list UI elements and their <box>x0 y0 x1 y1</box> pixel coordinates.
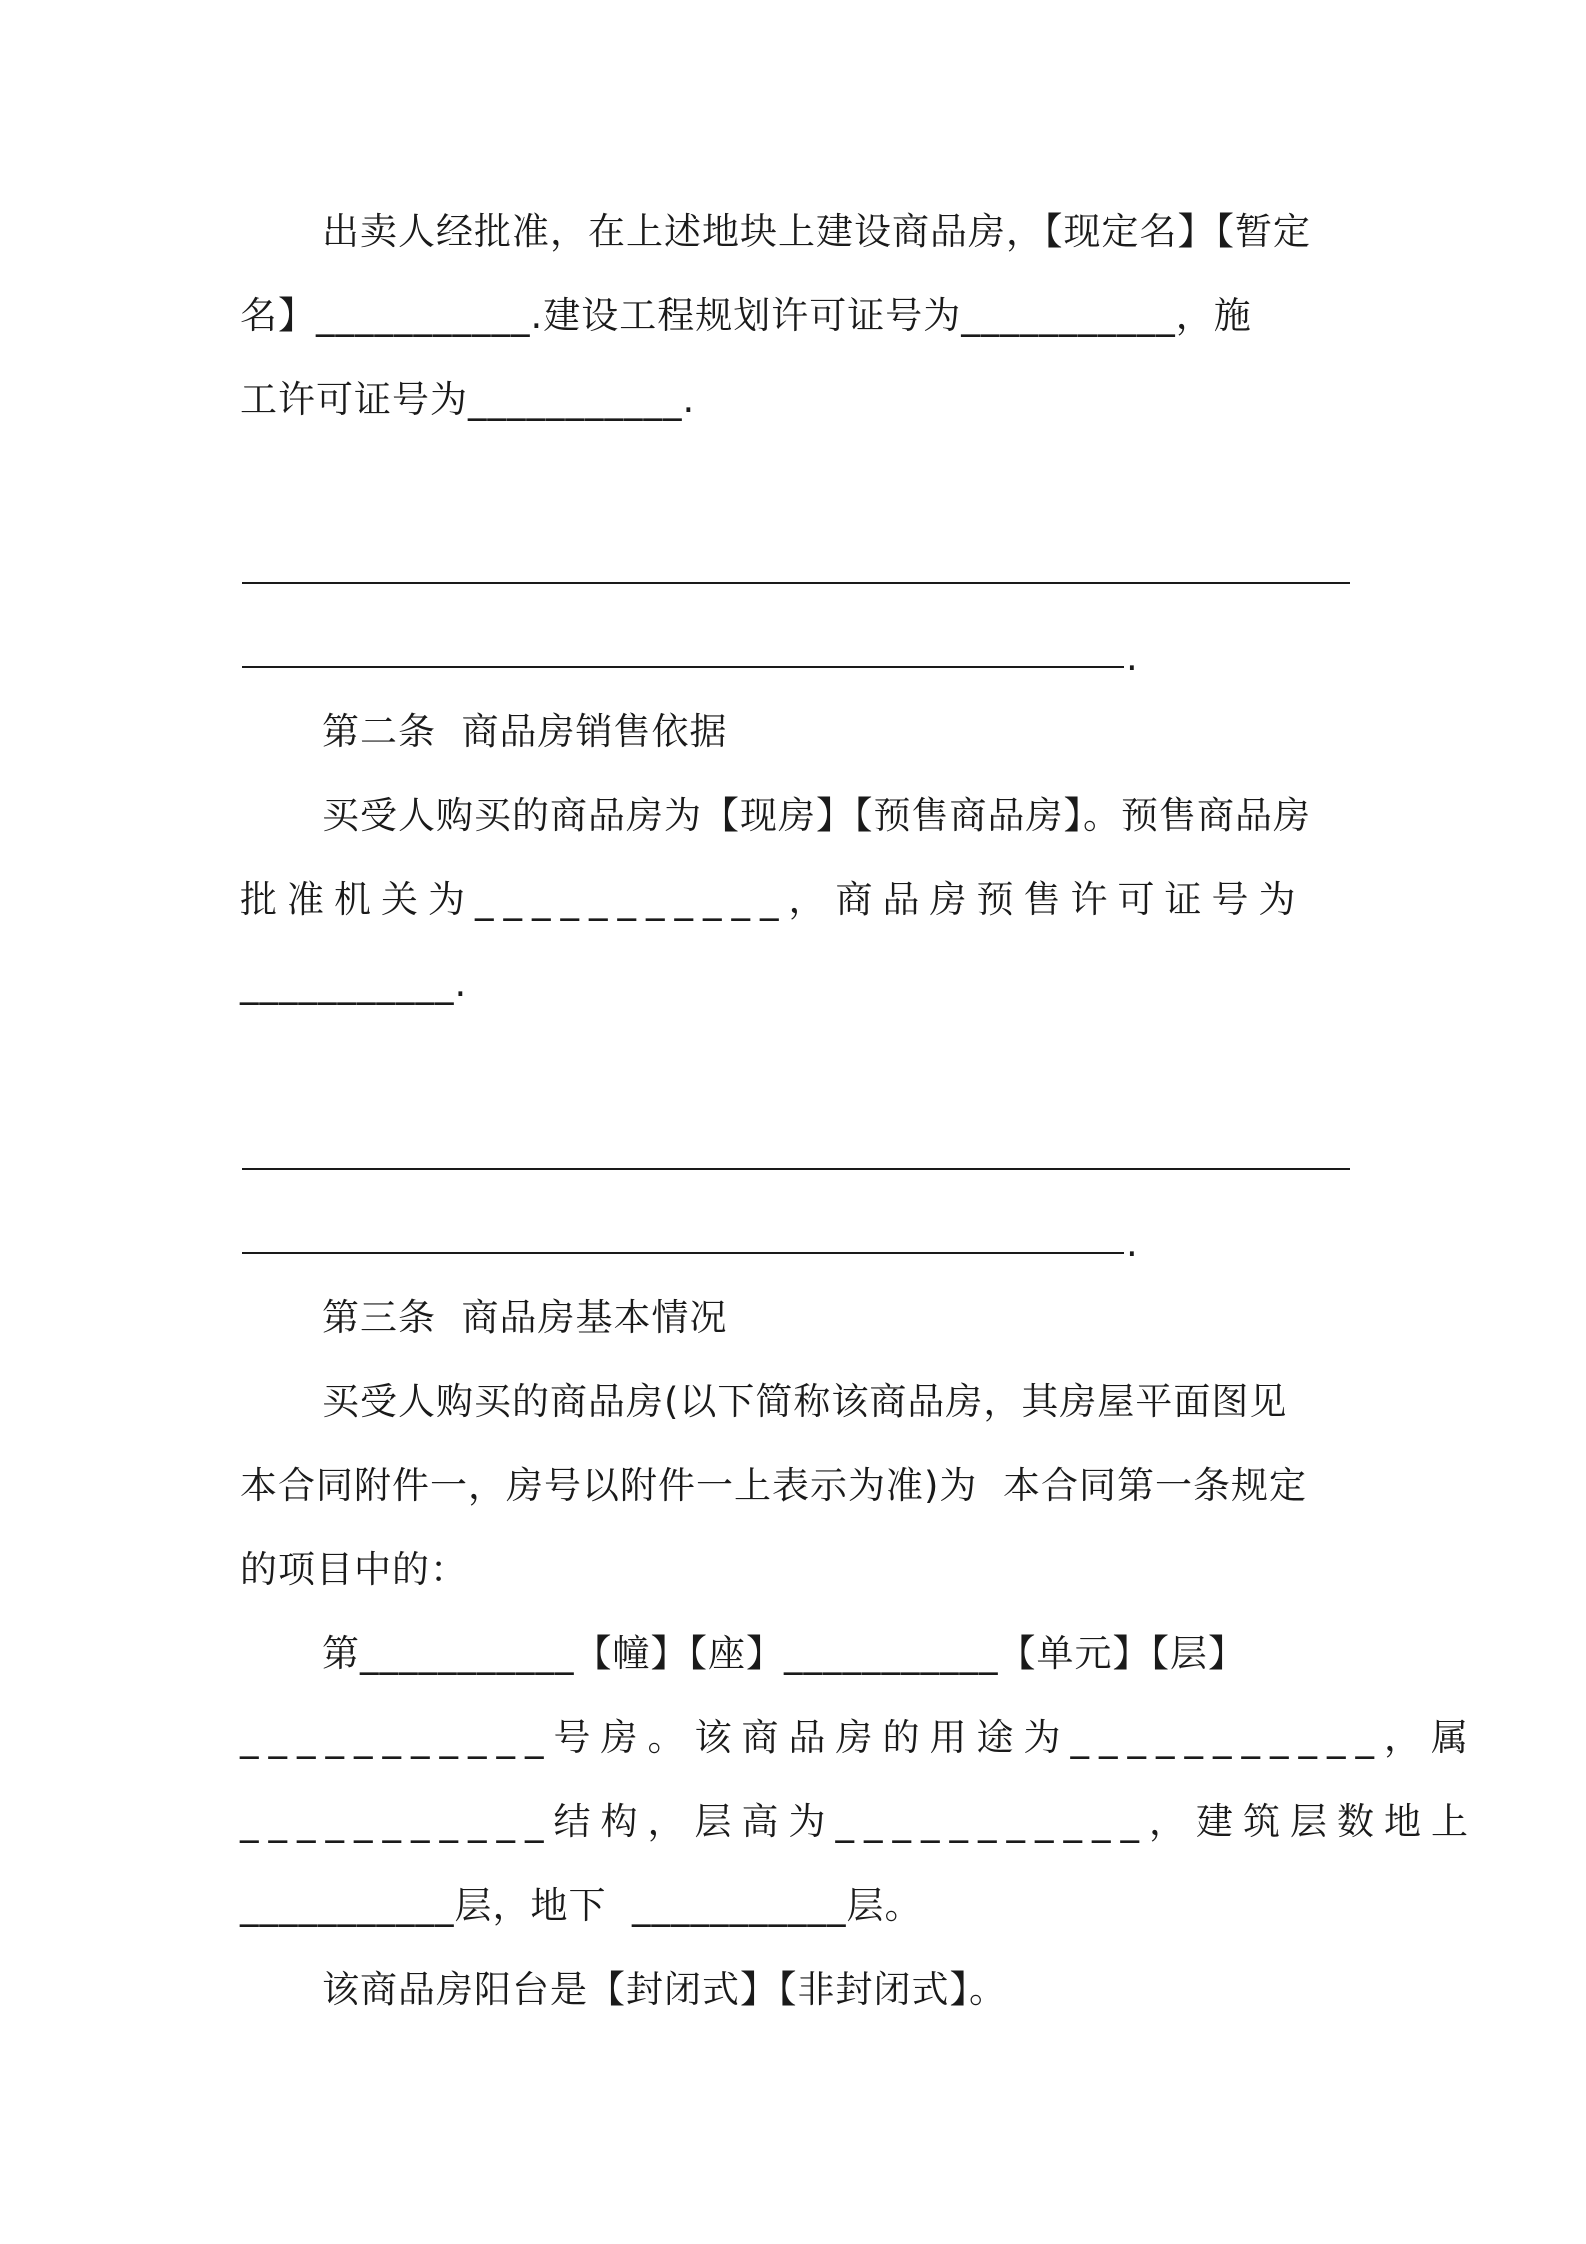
paragraph-line: 本合同附件一，房号以附件一上表示为准)为 本合同第一条规定 <box>240 1464 1307 1507</box>
paragraph-line: ___________. <box>240 962 468 1005</box>
paragraph-line: 出卖人经批准，在上述地块上建设商品房，【现定名】【暂定 <box>322 210 1311 253</box>
paragraph-line: 买受人购买的商品房为【现房】【预售商品房】。预售商品房 <box>322 794 1311 837</box>
article-heading: 第三条 商品房基本情况 <box>322 1296 728 1339</box>
paragraph-line: ___________号房。该商品房的用途为___________，属 <box>240 1716 1478 1759</box>
blank-rule <box>242 582 1350 584</box>
paragraph-line: 的项目中的： <box>240 1548 468 1591</box>
paragraph-line: 第___________【幢】【座】___________【单元】【层】 <box>322 1632 1246 1675</box>
blank-rule <box>242 666 1124 668</box>
paragraph-line: 名】___________.建设工程规划许可证号为___________，施 <box>240 294 1252 337</box>
paragraph-line: 批准机关为___________，商品房预售许可证号为 <box>240 878 1306 921</box>
rule-end-period: . <box>1126 1222 1138 1265</box>
paragraph-line: ___________层，地下 ___________层。 <box>240 1884 923 1927</box>
paragraph-line: 该商品房阳台是【封闭式】【非封闭式】。 <box>322 1968 1007 2011</box>
rule-end-period: . <box>1126 636 1138 679</box>
blank-rule <box>242 1168 1350 1170</box>
paragraph-line: 工许可证号为___________. <box>240 378 696 421</box>
article-heading: 第二条 商品房销售依据 <box>322 710 728 753</box>
blank-rule <box>242 1252 1124 1254</box>
paragraph-line: ___________结构，层高为___________，建筑层数地上 <box>240 1800 1478 1843</box>
paragraph-line: 买受人购买的商品房(以下简称该商品房，其房屋平面图见 <box>322 1380 1288 1423</box>
